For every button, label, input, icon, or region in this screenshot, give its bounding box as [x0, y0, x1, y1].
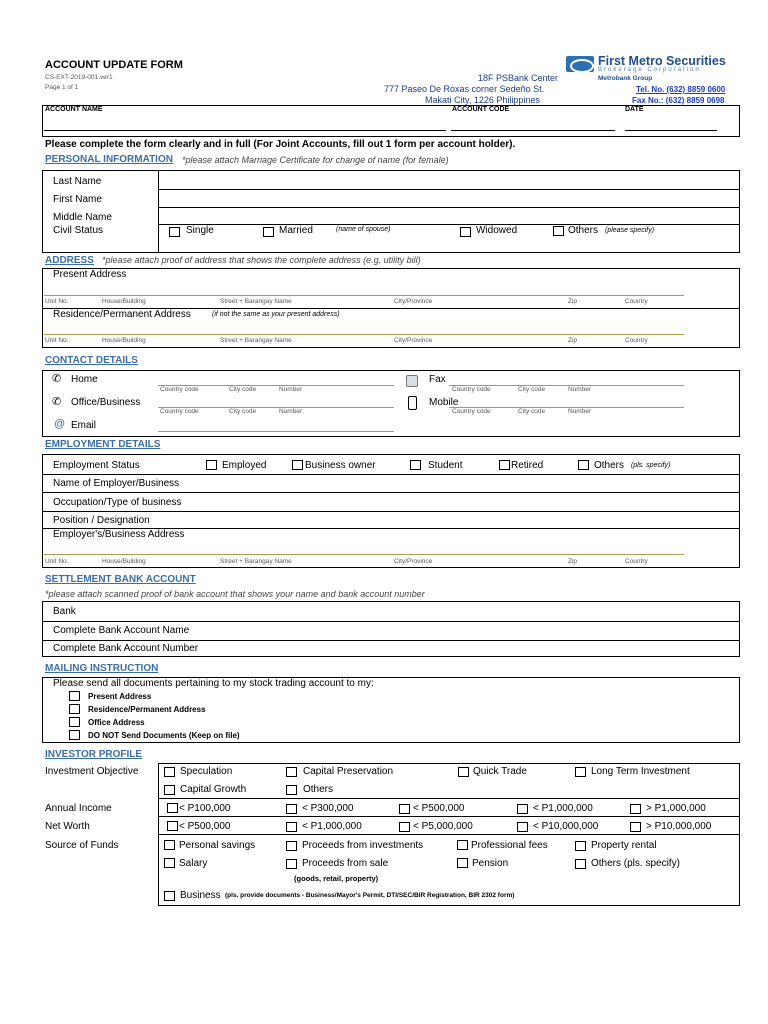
others-source-label: Others (pls. specify) [591, 858, 680, 869]
mobile-col-country: Country code [452, 408, 491, 415]
address-line-3: Makati City, 1226 Philippines [425, 95, 540, 105]
office-label: Office/Business [71, 397, 141, 408]
income-option-1-checkbox[interactable] [167, 803, 178, 813]
mail-present-checkbox[interactable] [69, 691, 80, 701]
phone-icon: ✆ [52, 373, 62, 385]
account-code-field[interactable] [451, 130, 615, 131]
worth-option-1-checkbox[interactable] [167, 821, 178, 831]
employer-field[interactable] [210, 476, 738, 491]
business-owner-label: Business owner [305, 460, 376, 471]
present-col-street: Street + Barangay Name [220, 298, 292, 305]
income-option-1-label: < P100,000 [179, 803, 231, 814]
business-checkbox[interactable] [164, 891, 175, 901]
account-name-label: ACCOUNT NAME [45, 106, 103, 113]
spouse-note: (name of spouse) [336, 226, 391, 233]
contact-box [42, 370, 740, 437]
office-col-number: Number [279, 408, 303, 415]
bank-note: *please attach scanned proof of bank account that shows your name and bank account number [45, 589, 425, 599]
goods-note: (goods, retail, property) [294, 874, 379, 883]
bank-field[interactable] [100, 603, 738, 620]
others-source-checkbox[interactable] [575, 859, 586, 869]
email-icon: @ [54, 418, 66, 430]
employment-heading: EMPLOYMENT DETAILS [45, 439, 161, 450]
last-name-label: Last Name [53, 176, 102, 187]
present-col-unit: Unit No. [45, 298, 69, 305]
personal-savings-label: Personal savings [179, 840, 256, 851]
income-option-2-label: < P300,000 [302, 803, 354, 814]
contact-heading: CONTACT DETAILS [45, 355, 138, 366]
annual-income-label: Annual Income [45, 803, 112, 814]
present-col-zip: Zip [568, 298, 578, 305]
tel-link[interactable]: Tel. No. (632) 8859 0600 [636, 85, 726, 94]
student-label: Student [428, 460, 463, 471]
others-employment-note: (pls. specify) [631, 462, 671, 469]
worth-option-2-checkbox[interactable] [286, 822, 297, 832]
employer-address-field[interactable] [44, 541, 738, 554]
home-label: Home [71, 374, 98, 385]
investor-heading: INVESTOR PROFILE [45, 749, 143, 760]
single-checkbox[interactable] [169, 227, 180, 237]
position-field[interactable] [210, 513, 738, 527]
personal-savings-checkbox[interactable] [164, 840, 175, 850]
home-col-country: Country code [160, 386, 199, 393]
account-name-field[interactable] [44, 130, 446, 131]
property-rental-checkbox[interactable] [575, 841, 586, 851]
worth-option-5-checkbox[interactable] [630, 822, 641, 832]
address-line-1: 18F PSBank Center [478, 73, 559, 83]
present-address-label: Present Address [53, 269, 127, 280]
capital-growth-label: Capital Growth [180, 784, 247, 795]
address-heading: ADDRESS [45, 255, 94, 266]
bank-label: Bank [53, 606, 76, 617]
office-col-city: City code [229, 408, 257, 415]
employer-col-street: Street + Barangay Name [220, 558, 292, 565]
employer-col-city: City/Province [394, 558, 433, 565]
bank-heading: SETTLEMENT BANK ACCOUNT [45, 574, 196, 585]
account-code-label: ACCOUNT CODE [452, 106, 510, 113]
mailing-intro: Please send all documents pertaining to my stock trading account to my: [53, 678, 374, 689]
business-owner-checkbox[interactable] [292, 460, 303, 470]
long-term-checkbox[interactable] [575, 767, 586, 777]
speculation-label: Speculation [180, 766, 233, 777]
mail-donotsend-checkbox[interactable] [69, 730, 80, 740]
pension-label: Pension [472, 858, 509, 869]
residence-col-city: City/Province [394, 337, 433, 344]
fax-col-country: Country code [452, 386, 491, 393]
income-option-3-label: < P500,000 [413, 803, 465, 814]
residence-address-field[interactable] [44, 321, 738, 335]
fax-label: Fax [429, 374, 446, 385]
middle-name-field[interactable] [160, 209, 738, 223]
address-note: *please attach proof of address that shows the complete address (e.g. utility bill) [102, 255, 421, 265]
widowed-label: Widowed [476, 225, 518, 236]
income-option-5-label: > P1,000,000 [646, 803, 706, 814]
worth-option-4-label: < P10,000,000 [533, 821, 599, 832]
employer-col-country: Country [625, 558, 648, 565]
date-field[interactable] [625, 130, 717, 131]
employer-label: Name of Employer/Business [53, 478, 180, 489]
first-name-field[interactable] [160, 191, 738, 206]
occupation-field[interactable] [210, 494, 738, 510]
occupation-label: Occupation/Type of business [53, 497, 182, 508]
income-option-2-checkbox[interactable] [286, 804, 297, 814]
residence-col-zip: Zip [568, 337, 578, 344]
office-col-country: Country code [160, 408, 199, 415]
company-logo-icon [566, 56, 594, 72]
others-objective-checkbox[interactable] [286, 785, 297, 795]
home-col-number: Number [279, 386, 303, 393]
widowed-checkbox[interactable] [460, 227, 471, 237]
address-line-2: 777 Paseo De Roxas corner Sedeño St. [384, 84, 545, 94]
position-label: Position / Designation [53, 515, 150, 526]
mailing-heading: MAILING INSTRUCTION [45, 663, 159, 674]
mobile-icon [408, 396, 417, 410]
quick-trade-checkbox[interactable] [458, 767, 469, 777]
property-rental-label: Property rental [591, 840, 657, 851]
civil-status-label: Civil Status [53, 225, 104, 236]
page-number: Page 1 of 1 [45, 84, 79, 91]
capital-preservation-checkbox[interactable] [286, 767, 297, 777]
residence-address-label: Residence/Permanent Address [53, 309, 191, 320]
worth-option-4-checkbox[interactable] [517, 822, 528, 832]
mobile-col-city: City code [518, 408, 546, 415]
quick-trade-label: Quick Trade [473, 766, 527, 777]
mail-present-label: Present Address [88, 692, 152, 701]
capital-growth-checkbox[interactable] [164, 785, 175, 795]
retired-checkbox[interactable] [499, 460, 510, 470]
employed-checkbox[interactable] [206, 460, 217, 470]
present-address-field[interactable] [44, 281, 738, 295]
others-objective-label: Others [303, 784, 334, 795]
pension-checkbox[interactable] [457, 858, 468, 868]
date-label: DATE [625, 106, 644, 113]
form-code: CS-EXT-2019-001.ver1 [45, 74, 113, 81]
income-option-4-label: < P1,000,000 [533, 803, 593, 814]
middle-name-label: Middle Name [53, 212, 112, 223]
income-option-5-checkbox[interactable] [630, 804, 641, 814]
others-employment-label: Others [594, 460, 625, 471]
married-checkbox[interactable] [263, 227, 274, 237]
logo-name: First Metro Securities [598, 54, 726, 68]
first-name-label: First Name [53, 194, 102, 205]
residence-col-unit: Unit No. [45, 337, 69, 344]
mobile-col-number: Number [568, 408, 592, 415]
single-label: Single [186, 225, 214, 236]
residence-note: (if not the same as your present address) [212, 311, 340, 318]
fax-field[interactable] [449, 385, 684, 386]
bank-account-number-field[interactable] [225, 642, 738, 656]
mail-office-label: Office Address [88, 718, 145, 727]
bank-account-name-field[interactable] [220, 623, 738, 639]
salary-label: Salary [179, 858, 208, 869]
fax-icon [406, 375, 418, 387]
proceeds-investments-label: Proceeds from investments [302, 840, 424, 851]
mobile-label: Mobile [429, 397, 459, 408]
net-worth-label: Net Worth [45, 821, 90, 832]
proceeds-investments-checkbox[interactable] [286, 841, 297, 851]
worth-option-2-label: < P1,000,000 [302, 821, 362, 832]
others-civil-note: (please specify) [605, 227, 655, 234]
home-phone-field[interactable] [158, 385, 394, 386]
employer-col-house: House/Building [102, 558, 146, 565]
fax-col-number: Number [568, 386, 592, 393]
bank-account-name-label: Complete Bank Account Name [53, 625, 190, 636]
income-option-3-checkbox[interactable] [399, 804, 410, 814]
residence-col-street: Street + Barangay Name [220, 337, 292, 344]
others-civil-checkbox[interactable] [553, 226, 564, 236]
income-option-4-checkbox[interactable] [517, 804, 528, 814]
employer-col-zip: Zip [568, 558, 578, 565]
proceeds-sale-checkbox[interactable] [286, 859, 297, 869]
fax-number: Fax No.: (632) 8859 0698 [632, 96, 725, 105]
salary-checkbox[interactable] [164, 858, 175, 868]
employment-status-label: Employment Status [53, 460, 140, 471]
source-label: Source of Funds [45, 840, 119, 851]
office-phone-field[interactable] [158, 407, 394, 408]
business-note: (pls. provide documents - Business/Mayor's Permit, DTI/SEC/BIR Registration, BIR 2302 form) [225, 892, 515, 899]
home-col-city: City code [229, 386, 257, 393]
mobile-field[interactable] [449, 407, 684, 408]
professional-fees-label: Professional fees [471, 840, 548, 851]
present-col-city: City/Province [394, 298, 433, 305]
mail-office-checkbox[interactable] [69, 717, 80, 727]
worth-option-1-label: < P500,000 [179, 821, 231, 832]
email-label: Email [71, 420, 97, 431]
employed-label: Employed [222, 460, 267, 471]
office-phone-icon: ✆ [52, 396, 62, 408]
business-label: Business [180, 890, 221, 901]
logo-sub: Brokerage Corporation [598, 67, 701, 73]
professional-fees-checkbox[interactable] [457, 840, 468, 850]
present-col-house: House/Building [102, 298, 146, 305]
residence-col-country: Country [625, 337, 648, 344]
student-checkbox[interactable] [410, 460, 421, 470]
worth-option-5-label: > P10,000,000 [646, 821, 712, 832]
worth-option-3-label: < P5,000,000 [413, 821, 473, 832]
retired-label: Retired [511, 460, 544, 471]
objective-label: Investment Objective [45, 766, 139, 777]
employer-col-unit: Unit No. [45, 558, 69, 565]
speculation-checkbox[interactable] [164, 767, 175, 777]
capital-preservation-label: Capital Preservation [303, 766, 394, 777]
long-term-label: Long Term Investment [591, 766, 690, 777]
others-employment-checkbox[interactable] [578, 460, 589, 470]
employer-address-label: Employer's/Business Address [53, 529, 185, 540]
last-name-field[interactable] [160, 172, 738, 188]
present-col-country: Country [625, 298, 648, 305]
mail-donotsend-label: DO NOT Send Documents (Keep on file) [88, 731, 240, 740]
proceeds-sale-label: Proceeds from sale [302, 858, 389, 869]
email-field[interactable] [158, 431, 394, 432]
worth-option-3-checkbox[interactable] [399, 822, 410, 832]
personal-note: *please attach Marriage Certificate for change of name (for female) [182, 155, 449, 165]
group-name: Metrobank Group [598, 75, 653, 82]
bank-account-number-label: Complete Bank Account Number [53, 643, 199, 654]
others-civil-label: Others [568, 225, 599, 236]
mail-residence-label: Residence/Permanent Address [88, 705, 206, 714]
form-title: ACCOUNT UPDATE FORM [45, 59, 183, 71]
personal-heading: PERSONAL INFORMATION [45, 154, 173, 165]
residence-col-house: House/Building [102, 337, 146, 344]
fax-col-city: City code [518, 386, 546, 393]
mail-residence-checkbox[interactable] [69, 704, 80, 714]
married-label: Married [279, 225, 313, 236]
instruction-text: Please complete the form clearly and in full (For Joint Accounts, fill out 1 form per account holder). [45, 139, 516, 150]
